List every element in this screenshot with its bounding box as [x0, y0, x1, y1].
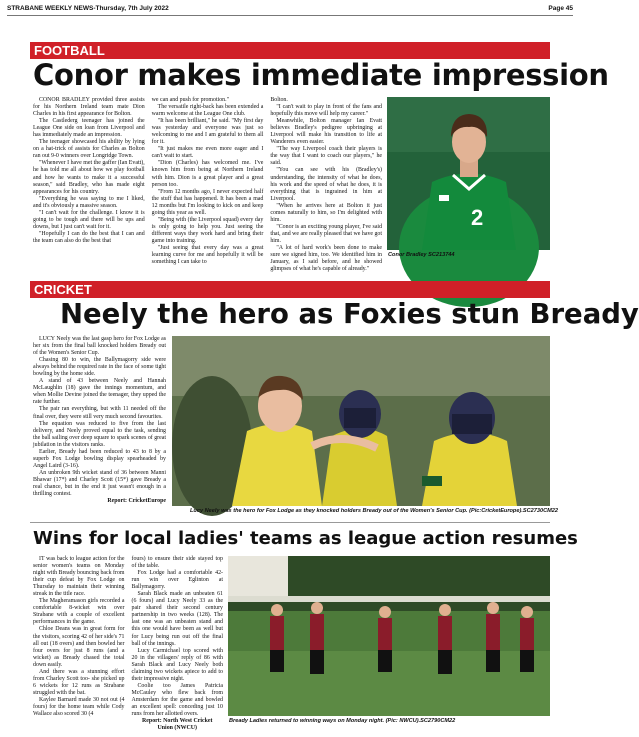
- paragraph: IT was back to league action for the senior women's teams on Monday night with Bready bouncing back from their cup defeat by Fox Lodge on Thursday to maintain their winning streak in the title race.: [33, 556, 125, 598]
- paragraph: Meanwhile, Bolton manager Ian Evatt believes Bradley's pedigree upbringing at Liverpool will make his transition to life at Wanderers even easier.: [270, 118, 383, 146]
- paragraph: The versatile right-back has been extended a warm welcome at the League One club.: [151, 104, 264, 118]
- cricket-celebration-illustration: [172, 336, 550, 506]
- paragraph: Sarah Black made an unbeaten 61 (6 fours) and Lucy Neely 33 as the pair shared their second century partnership in two weeks (128). The last one was an unbeaten stand and this one would have been as well but for Lucy being run out off the final ball of the innings.: [131, 591, 223, 647]
- paragraph: "Conor is an exciting young player, I've said that, and we are really pleased that we have got him.: [270, 223, 383, 244]
- ladies-headline: Wins for local ladies' teams as league action resumes: [33, 528, 578, 549]
- paragraph: Chasing 80 to win, the Ballymagorry side were always behind the required rate in the face of some tight bowling by the home side.: [33, 357, 166, 378]
- section-label: CRICKET: [34, 282, 92, 297]
- paragraph: LUCY Neely was the last gasp hero for Fox Lodge as her six from the final ball knocked holders Bready out of the Women's Senior Cup.: [33, 336, 166, 357]
- paragraph: "Hopefully I can do the best that I can and the team can also do the best that: [33, 230, 145, 244]
- paragraph: Fox Lodge had a comfortable 42-run win over Eglinton at Ballymagorry.: [131, 570, 223, 591]
- footballer-illustration: [387, 97, 550, 250]
- paragraph: CONOR BRADLEY provided three assists for his Northern Ireland team mate Dion Charles in his first appearance for Bolton.: [33, 97, 145, 118]
- page-number: Page 45: [548, 5, 573, 12]
- ladies-team-illustration: [228, 556, 550, 716]
- paragraph: "It has been brilliant," he said. "My first day was yesterday and everyone was just so welcoming to me and I am grateful to them all for it.: [151, 118, 264, 146]
- lucy-neely-photo: [172, 336, 550, 506]
- report-credit: Report: CricketEurope: [107, 498, 166, 505]
- paragraph: Kaylee Barnard made 30 not out (4 fours) for the home team while Cody Wallace also scored 30 (4: [33, 696, 125, 718]
- article-column-1: [33, 97, 145, 250]
- report-credit: Report: North West Cricket: [142, 718, 213, 725]
- paragraph: "Being with (the Liverpool squad) every day is only going to help you. Just seeing the different ways they work hard and bring their game into training.: [151, 216, 264, 244]
- photo-caption: Conor Bradley SC213744: [388, 252, 455, 258]
- section-banner-football: [30, 42, 550, 59]
- paragraph: fours) to ensure their side stayed top of the table.: [131, 556, 223, 570]
- article-column-2: [132, 556, 224, 734]
- section-label: FOOTBALL: [34, 43, 105, 58]
- paragraph: "It just makes me even more eager and I can't wait to start.: [151, 146, 264, 160]
- ladies-article: [33, 556, 223, 734]
- football-article: [33, 97, 383, 273]
- cricket-article: [33, 336, 166, 503]
- paragraph: Coolie too James Patricia McCauley who flew back from Amsterdam for the game and bowled an excellent spell: conceding just 10 runs from her allotted overs.: [131, 682, 223, 718]
- paragraph: The pair ran everything, but with 11 needed off the final over, they were still very much second favourites.: [33, 406, 166, 420]
- paragraph: "You can see with his (Bradley's) understanding, the intensity of what he does, his work and the speed of what he does, it is everything that is ingrained in him at Liverpool.: [270, 167, 383, 202]
- paragraph: Lucy Carmichael top scored with 20 in the villagers' reply of 86 with Sarah Black and Lucy Neely both claiming two wickets apiece to add to their impressive night.: [131, 647, 223, 682]
- paragraph: "Whenever I have met the gaffer (Ian Evatt), he has told me all about how we play football and how he wants to make it a successful season," said Bradley, who has made eight appearances for his country.: [33, 160, 145, 195]
- paragraph: "I can't wait for the challenge. I know it is going to be tough and there will be ups and downs, but I just can't wait for it.: [33, 209, 145, 230]
- paragraph: "A lot of hard work's been done to make sure we signed him, too. We identified him in January, as I said before, and he showed glimpses of what he's capable of already.": [270, 244, 383, 273]
- paragraph: An unbroken 9th wicket stand of 36 between Manni Bhawar (17*) and Charley Scott (15*) gave Bready a real chance, but in the end it just wasn't enough in a thrilling contest.: [33, 469, 166, 498]
- paragraph: Earlier, Bready had been reduced to 43 to 8 by a superb Fox Lodge bowling display spearheaded by Angel Laird (3-16).: [33, 448, 166, 469]
- paragraph: Bolton.: [270, 97, 288, 103]
- article-column-2: [151, 97, 264, 266]
- football-headline: Conor makes immediate impression: [33, 58, 609, 92]
- paragraph: The Magheramason girls recorded a comfortable 8-wicket win over Strabane with a couple of excellent performances in the game.: [33, 598, 125, 626]
- paragraph: "Dion (Charles) has welcomed me. I've known him from being at Northern Ireland with him. Dion is a great player and a great person too.: [151, 160, 264, 188]
- paragraph: "The way Liverpool coach their players is the way that I want to coach our players," he said.: [270, 146, 383, 167]
- paragraph: Chloe Deans was in great form for the visitors, scoring 42 of her side's 71 all out (18 overs) and then bowled her four overs for just 8 runs (and a wicket) as Bready chased the total down easily.: [33, 626, 125, 668]
- paragraph: The teenager showcased his ability by lying on a hat-trick of assists for Charles as Bolton ran out 9-0 winners over Longridge Town.: [33, 139, 145, 160]
- conor-bradley-photo: [387, 97, 550, 250]
- paragraph: A stand of 43 between Neely and Hannah McLaughlin (18) gave the innings momentum, and when Mollie Devine joined the teenager, they upped the rate further.: [33, 378, 166, 406]
- photo-caption: Bready Ladies returned to winning ways on Monday night. (Pic: NWCU).SC2790CM22: [229, 718, 456, 724]
- paragraph: "Just seeing that every day was a great learning curve for me and hopefully it will be something I can take to: [151, 244, 264, 266]
- paragraph: And there was a stunning effort from Charley Scott too- she picked up 6 wickets for 12 runs as Strabane struggled with the bat.: [33, 668, 125, 696]
- page-header: [7, 4, 573, 16]
- paragraph: "Everything he was saying to me I liked, and it's obviously a massive season.: [33, 195, 145, 209]
- paragraph: "I can't wait to play in front of the fans and hopefully this move will help my career.": [270, 104, 383, 118]
- paragraph: "From 12 months ago, I never expected half the stuff that has happened. It has been a mad 12 months but I'm looking to kick on and keep going this year as well.: [151, 188, 264, 216]
- paragraph: The Castlederg teenager has joined the League One side on loan from Liverpool and has immediately made an impression.: [33, 118, 145, 139]
- publication-date: STRABANE WEEKLY NEWS-Thursday, 7th July 2022: [7, 5, 169, 12]
- section-banner-cricket: [30, 281, 550, 298]
- paragraph: we can and push for promotion.": [151, 97, 230, 103]
- article-column: [33, 336, 166, 503]
- cricket-headline: Neely the hero as Foxies stun Bready: [60, 298, 639, 330]
- paragraph: The equation was reduced to five from the last delivery, and Neely proved equal to the task, sending the ball sailing over deep square to spark scenes of great jubilation in the visitors ranks.: [33, 420, 166, 448]
- photo-caption: Lucy Neely was the hero for Fox Lodge as they knocked holders Bready out of the Women's Senior Cup. (Pic:CricketEurope).SC2730CM22: [190, 508, 559, 514]
- paragraph: "When he arrives here at Bolton it just comes naturally to him, so I'm delighted with him.: [270, 202, 383, 223]
- divider: [30, 522, 550, 523]
- report-credit: Union (NWCU): [157, 725, 197, 732]
- bready-ladies-photo: [228, 556, 550, 716]
- article-column-3: [270, 97, 383, 273]
- article-column-1: [33, 556, 125, 734]
- svg-text:2: 2: [471, 205, 484, 230]
